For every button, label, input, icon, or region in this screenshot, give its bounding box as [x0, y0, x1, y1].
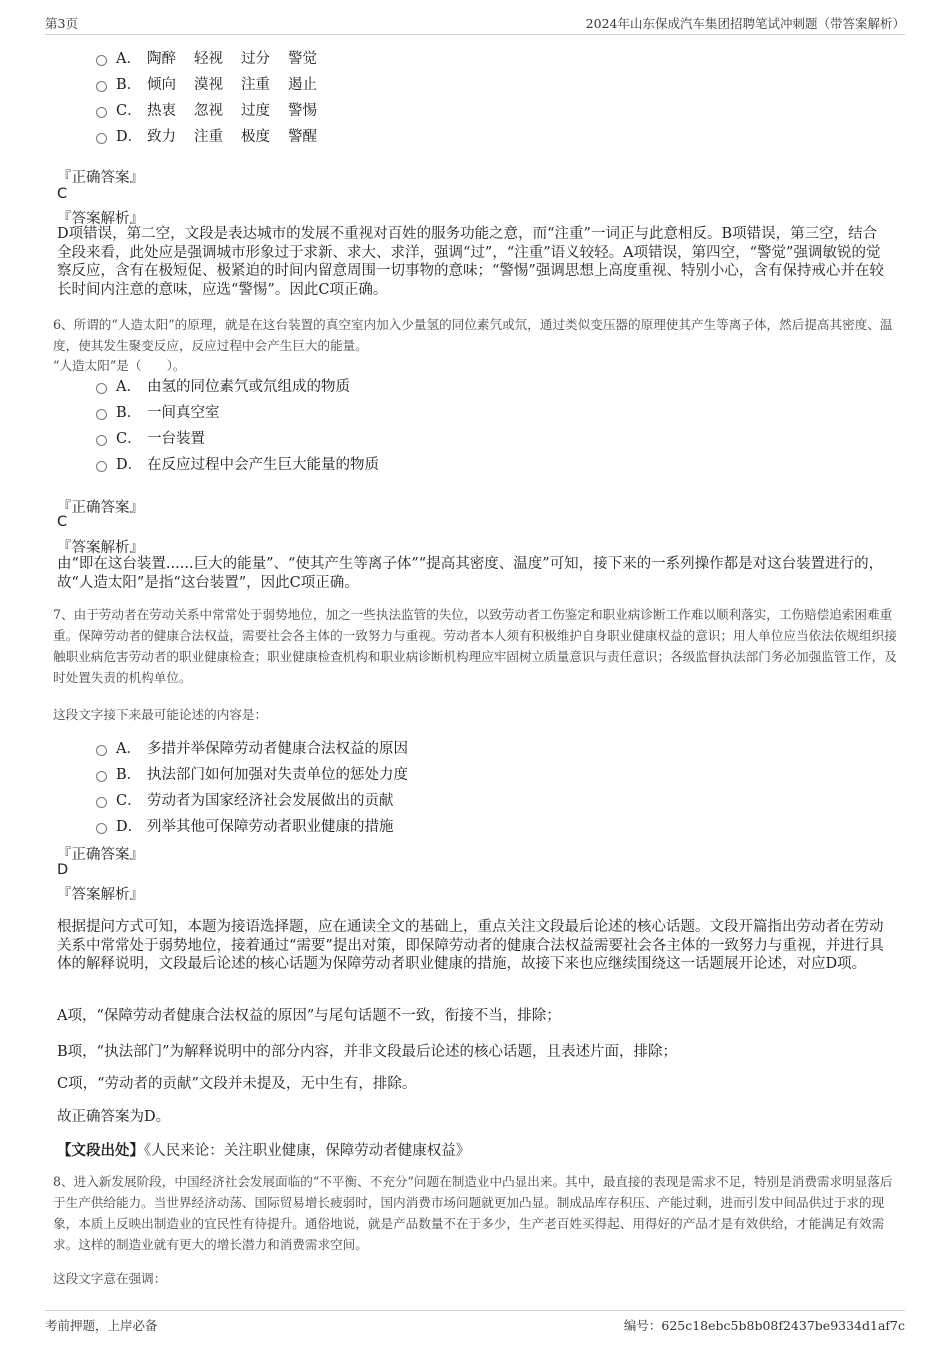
q6-analysis: 由“即在这台装置......巨大的能量”、“使其产生等离子体”“提高其密度、温度”可知，接下来的一系列操作都是对这台装置进行的，故“人造太阳”是指“这台装置”，因此C项正确。	[57, 556, 884, 591]
q7-option-d[interactable]: D． 列举其他可保障劳动者职业健康的措施	[96, 812, 408, 838]
q7-answer: D	[57, 862, 69, 878]
source-label: 【文段出处】	[57, 1142, 144, 1159]
q8-stem: 这段文字意在强调：	[53, 1271, 167, 1286]
q6-analysis-label: 『答案解析』	[57, 540, 144, 556]
page-header	[45, 12, 905, 35]
q6-option-b[interactable]: B． 一间真空室	[96, 398, 379, 424]
q7-option-a[interactable]: A． 多措并举保障劳动者健康合法权益的原因	[96, 734, 408, 760]
document-id: 编号：625c18ebc5b8b08f2437be9334d1af7c	[623, 1318, 905, 1333]
q7-analysis-label: 『答案解析』	[57, 887, 144, 903]
radio-icon[interactable]	[96, 383, 107, 394]
q5-analysis-label: 『答案解析』	[57, 211, 144, 227]
radio-icon[interactable]	[96, 797, 107, 808]
radio-icon[interactable]	[96, 133, 107, 144]
q7-analysis: 根据提问方式可知，本题为接语选择题，应在通读全文的基础上，重点关注文段最后论述的核心话题。文段开篇指出劳动者在劳动关系中常常处于弱势地位，接着通过“需要”提出对策，即保障劳动者的健康合法权益需要社会各主体的一致努力与重视，并进行具体的解释说明，文段最后论述的核心话题为保障劳动者职业健康的措施，故接下来也应继续围绕这一话题展开论述，对应D项。	[57, 919, 884, 972]
q6-option-c[interactable]: C． 一台装置	[96, 424, 379, 450]
q6-options	[96, 372, 379, 476]
source-title: 《人民来论：关注职业健康，保障劳动者健康权益》	[144, 1143, 471, 1159]
radio-icon[interactable]	[96, 461, 107, 472]
q7-question: 7、由于劳动者在劳动关系中常常处于弱势地位，加之一些执法监管的失位，以致劳动者工伤鉴定和职业病诊断工作难以顺利落实，工伤赔偿追索困难重重。保障劳动者的健康合法权益，需要社会各主体的一致努力与重视。劳动者本人须有积极维护自身职业健康权益的意识；用人单位应当依法依规组织接触职业病危害劳动者的职业健康检查；职业健康检查机构和职业病诊断机构理应牢固树立质量意识与责任意识；各级监督执法部门务必加强监管工作，及时处置失责的机构单位。	[53, 607, 897, 685]
radio-icon[interactable]	[96, 771, 107, 782]
q8-question: 8、进入新发展阶段，中国经济社会发展面临的“不平衡、不充分”问题在制造业中凸显出来。其中，最直接的表现是需求不足，特别是消费需求明显落后于生产供给能力。当世界经济动荡、国际贸易增长疲弱时，国内消费市场问题就更加凸显。制成品库存积压、产能过剩，进而引发中间品供过于求的现象，本质上反映出制造业的宜民性有待提升。通俗地说，就是产品数量不在于多少，生产老百姓买得起、用得好的产品才是有效供给，才能满足有效需求。这样的制造业就有更大的增长潜力和消费需求空间。	[53, 1174, 893, 1252]
page-number: 第3页	[45, 16, 78, 31]
q6-answer: C	[57, 514, 68, 530]
document-title: 2024年山东保成汽车集团招聘笔试冲刺题（带答案解析）	[585, 16, 905, 31]
q6-answer-label: 『正确答案』	[57, 500, 144, 516]
q7-option-c-explanation: C项，“劳动者的贡献”文段并未提及，无中生有，排除。	[57, 1076, 417, 1092]
q7-answer-label: 『正确答案』	[57, 847, 144, 863]
radio-icon[interactable]	[96, 409, 107, 420]
q6-option-a[interactable]: A． 由氢的同位素氕或氘组成的物质	[96, 372, 379, 398]
q6-option-d[interactable]: D． 在反应过程中会产生巨大能量的物质	[96, 450, 379, 476]
radio-icon[interactable]	[96, 55, 107, 66]
q5-option-a[interactable]: A． 陶醉 轻视 过分 警觉	[96, 44, 335, 70]
q6-stem: “人造太阳”是（ ）。	[53, 358, 186, 373]
q5-option-b[interactable]: B． 倾向 漠视 注重 遏止	[96, 70, 335, 96]
q7-options	[96, 734, 408, 838]
q6-question: 6、所谓的“人造太阳”的原理，就是在这台装置的真空室内加入少量氢的同位素氕或氘，通过类似变压器的原理使其产生等离子体，然后提高其密度、温度，使其发生聚变反应，反应过程中会产生巨大的能量。	[53, 317, 893, 353]
q7-conclusion: 故正确答案为D。	[57, 1109, 171, 1125]
page-footer	[45, 1310, 905, 1337]
q7-option-b-explanation: B项，“执法部门”为解释说明中的部分内容，并非文段最后论述的核心话题，且表述片面，排除；	[57, 1044, 677, 1060]
q5-answer: C	[57, 186, 68, 202]
q5-options	[96, 44, 335, 148]
radio-icon[interactable]	[96, 435, 107, 446]
radio-icon[interactable]	[96, 823, 107, 834]
q7-option-c[interactable]: C． 劳动者为国家经济社会发展做出的贡献	[96, 786, 408, 812]
radio-icon[interactable]	[96, 745, 107, 756]
q5-answer-label: 『正确答案』	[57, 170, 144, 186]
radio-icon[interactable]	[96, 81, 107, 92]
q5-option-d[interactable]: D． 致力 注重 极度 警醒	[96, 122, 335, 148]
radio-icon[interactable]	[96, 107, 107, 118]
q7-option-a-explanation: A项，“保障劳动者健康合法权益的原因”与尾句话题不一致，衔接不当，排除；	[57, 1008, 561, 1024]
q7-stem: 这段文字接下来最可能论述的内容是：	[53, 707, 268, 722]
q7-source	[57, 1139, 470, 1160]
footer-slogan: 考前押题，上岸必备	[45, 1318, 158, 1333]
q5-analysis: D项错误，第二空，文段是表达城市的发展不重视对百姓的服务功能之意，而“注重”一词正与此意相反。B项错误，第三空，结合全段来看，此处应是强调城市形象过于求新、求大、求洋，强调“过”，“注重”语义较轻。A项错误，第四空，“警觉”强调敏锐的觉察反应，含有在极短促、极紧迫的时间内留意周围一切事物的意味；“警惕”强调思想上高度重视、特别小心，含有保持戒心并在较长时间内注意的意味，应选“警惕”。因此C项正确。	[57, 226, 884, 298]
q7-option-b[interactable]: B． 执法部门如何加强对失责单位的惩处力度	[96, 760, 408, 786]
q5-option-c[interactable]: C． 热衷 忽视 过度 警惕	[96, 96, 335, 122]
